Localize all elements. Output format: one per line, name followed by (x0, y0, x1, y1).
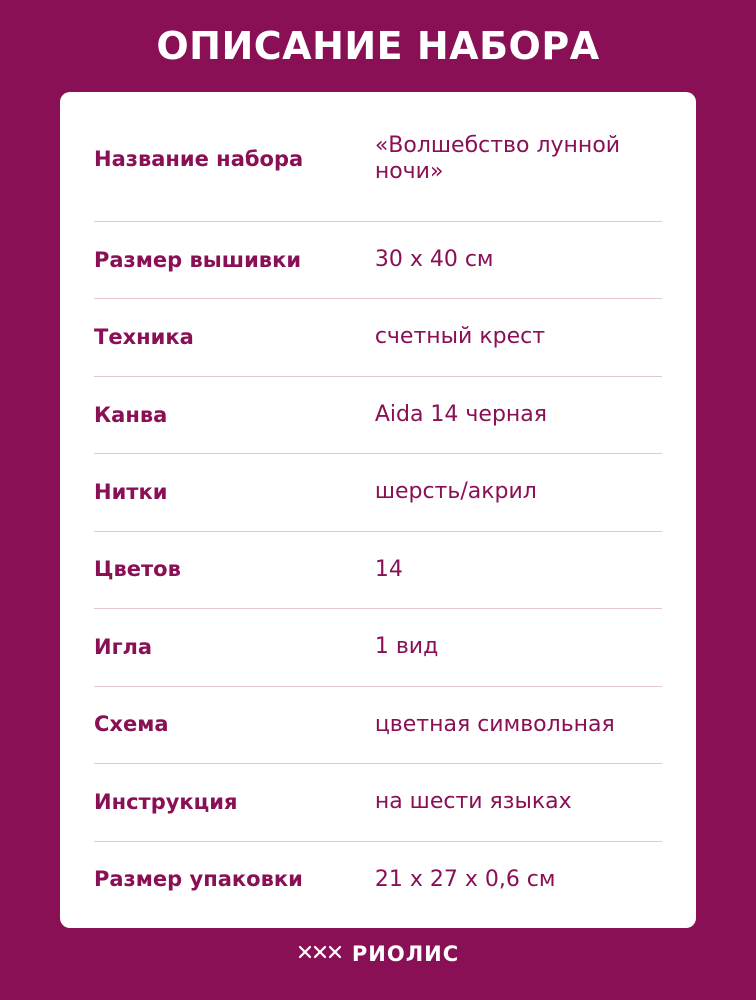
spec-card (60, 92, 696, 928)
table-row (94, 376, 662, 453)
brand-footer (297, 942, 459, 966)
table-row (94, 299, 662, 376)
table-row (94, 454, 662, 531)
table-row (94, 764, 662, 841)
table-row (94, 98, 662, 222)
spec-value: 1 вид (374, 634, 439, 660)
spec-value: «Волшебство лунной ночи» (374, 133, 621, 185)
spec-value: на шести языках (374, 789, 572, 815)
brand-name: РИОЛИС (351, 941, 460, 966)
spec-label: Техника (94, 325, 194, 350)
page-title: ОПИСАНИЕ НАБОРА (156, 24, 600, 68)
spec-label: Название набора (94, 146, 304, 171)
spec-value: 14 (374, 556, 403, 582)
spec-value: цветная символьная (374, 711, 615, 737)
spec-table (94, 98, 662, 918)
spec-value: Aida 14 черная (374, 401, 548, 427)
spec-label: Схема (94, 712, 169, 737)
spec-label: Канва (94, 402, 168, 427)
spec-label: Игла (94, 634, 153, 659)
spec-value: 21 x 27 x 0,6 см (374, 866, 556, 892)
spec-value: 30 x 40 см (374, 247, 494, 273)
spec-value: счетный крест (374, 324, 546, 350)
table-row (94, 221, 662, 298)
table-row (94, 841, 662, 918)
spec-label: Размер упаковки (94, 867, 303, 892)
spec-value: шерсть/акрил (374, 479, 537, 505)
table-row (94, 531, 662, 608)
spec-label: Цветов (94, 557, 181, 582)
table-row (94, 609, 662, 686)
riolis-stitch-logo-icon (297, 943, 343, 965)
table-row (94, 686, 662, 763)
spec-label: Инструкция (94, 789, 238, 814)
spec-label: Нитки (94, 479, 168, 504)
spec-label: Размер вышивки (94, 247, 302, 272)
